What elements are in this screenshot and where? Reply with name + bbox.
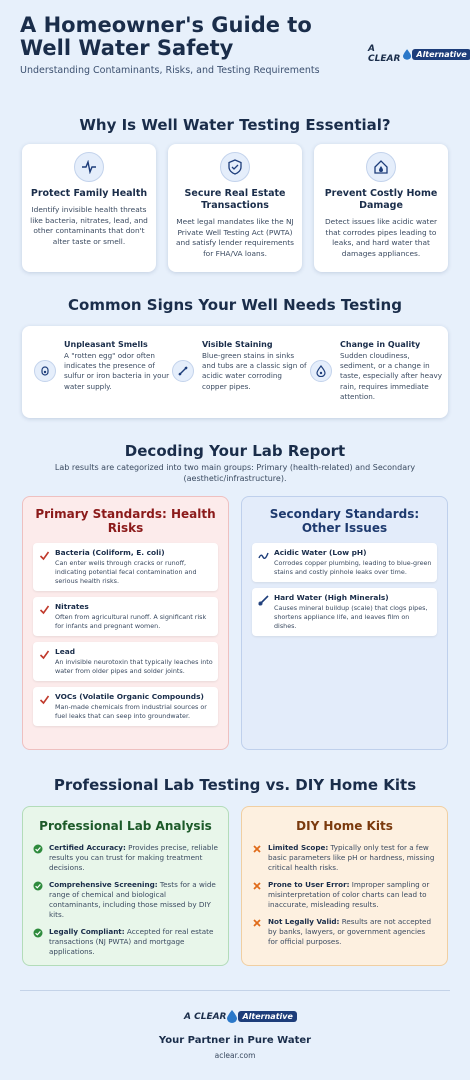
sign-title: Visible Staining [202,340,273,349]
diy-item-text: Improper sampling or misinterpretation of color charts can lead to inaccurate, misleading results. [268,880,430,909]
check-icon [39,604,50,615]
house-icon [366,152,396,182]
primary-item [33,543,218,591]
sign-desc: Sudden cloudiness, sediment, or a change in taste, especially after heavy rain, requires immediate attention. [340,351,442,401]
secondary-item-desc: Corrodes copper plumbing, leading to blue-green stains and costly pinhole leaks over time. [274,559,432,576]
primary-item-title: VOCs (Volatile Organic Compounds) [55,692,204,701]
cross-icon [252,881,262,891]
secondary-item-title: Acidic Water (Low pH) [274,548,367,557]
diy-item [252,880,437,910]
page-subtitle: Understanding Contaminants, Risks, and Testing Requirements [20,65,320,76]
pro-item [33,880,218,920]
why-section-title: Why Is Well Water Testing Essential? [79,116,391,134]
nose-icon [34,360,56,382]
footer-divider [20,990,450,991]
professional-lab-panel [22,806,229,966]
brand-logo-part1: A CLEAR [368,44,401,64]
why-card-health [22,144,156,272]
why-card-desc: Identify invisible health threats like bacteria, nitrates, lead, and other contaminants that don't alter taste or smell. [30,205,148,246]
primary-item-title: Nitrates [55,602,89,611]
brand-logo[interactable] [368,44,470,64]
footer-tagline: Your Partner in Pure Water [158,1035,312,1046]
signs-section-title: Common Signs Your Well Needs Testing [68,296,402,314]
droplet-icon [310,360,332,382]
pro-item-text: Accepted for real estate transactions (NJ PWTA) and mortgage applications. [49,927,214,956]
water-drop-icon [403,48,411,61]
why-card-damage [314,144,448,272]
diy-item-label: Prone to User Error: [268,880,350,889]
pro-item-label: Certified Accuracy: [49,843,126,852]
page-title: A Homeowner's Guide to Well Water Safety [20,13,312,60]
why-card-desc: Detect issues like acidic water that corrodes pipes leading to leaks, and hard water that damages appliances. [324,217,438,258]
diy-item-label: Not Legally Valid: [268,917,340,926]
sign-quality [310,340,446,402]
secondary-item [252,543,437,582]
signs-card [22,326,448,418]
brand-logo-part2: Alternative [412,49,470,60]
pro-item [33,843,218,873]
footer-brand-logo[interactable] [184,1010,297,1023]
check-circle-icon [33,844,43,854]
pro-item-text: Provides precise, reliable results you can trust for making treatment decisions. [49,843,218,872]
check-icon [39,550,50,561]
secondary-standards-title: Secondary Standards: Other Issues [269,507,420,535]
pro-item [33,927,218,957]
primary-item-title: Lead [55,647,75,656]
stain-icon [172,360,194,382]
check-circle-icon [33,928,43,938]
secondary-item-desc: Causes mineral buildup (scale) that clogs pipes, shortens appliance life, and leaves film on dishes. [274,604,428,630]
shield-icon [220,152,250,182]
pro-item-label: Comprehensive Screening: [49,880,158,889]
primary-item-desc: Can enter wells through cracks or runoff, indicating potential fecal contamination and serious health risks. [55,559,197,585]
professional-lab-title: Professional Lab Analysis [39,819,212,833]
pro-item-label: Legally Compliant: [49,927,125,936]
check-icon [39,694,50,705]
why-card-title: Prevent Costly Home Damage [324,188,438,211]
why-card-desc: Meet legal mandates like the NJ Private Well Testing Act (PWTA) and satisfy lender requirements for FHA/VA loans. [176,217,294,258]
primary-item [33,687,218,726]
wave-icon [258,550,269,561]
pipe-icon [258,595,269,606]
compare-section-title: Professional Lab Testing vs. DIY Home Kits [53,776,417,794]
diy-item-text: Results are not accepted by banks, lawyers, or government agencies for official purposes. [268,917,432,946]
primary-standards-title: Primary Standards: Health Risks [35,507,216,535]
diy-item-label: Limited Scope: [268,843,329,852]
footer-url[interactable]: aclear.com [214,1051,256,1060]
primary-item-desc: An invisible neurotoxin that typically leaches into water from older pipes and solder joints. [55,658,213,675]
water-drop-icon [227,1010,237,1023]
brand-logo-part1: A CLEAR [184,1011,227,1022]
check-icon [39,649,50,660]
secondary-standards-panel [241,496,448,750]
sign-title: Unpleasant Smells [64,340,148,349]
heartbeat-icon [74,152,104,182]
primary-item-title: Bacteria (Coliform, E. coli) [55,548,165,557]
report-intro: Lab results are categorized into two main groups: Primary (health-related) and Secondary (aesthetic/infrastructure). [54,463,416,483]
secondary-item-title: Hard Water (High Minerals) [274,593,389,602]
sign-title: Change in Quality [340,340,421,349]
primary-item-desc: Man-made chemicals from industrial sources or fuel leaks that can seep into groundwater. [55,703,207,720]
primary-item [33,642,218,681]
diy-kits-panel [241,806,448,966]
sign-staining [172,340,308,392]
secondary-item [252,588,437,636]
cross-icon [252,844,262,854]
diy-item-text: Typically only test for a few basic parameters like pH or hardness, missing critical health risks. [268,843,435,872]
sign-desc: A "rotten egg" odor often indicates the presence of sulfur or iron bacteria in your water supply. [64,351,170,391]
sign-desc: Blue-green stains in sinks and tubs are a classic sign of acidic water corroding copper pipes. [202,351,307,391]
primary-item [33,597,218,636]
diy-kits-title: DIY Home Kits [296,819,393,833]
why-card-real-estate [168,144,302,272]
cross-icon [252,918,262,928]
report-section-title: Decoding Your Lab Report [124,442,346,460]
why-card-title: Secure Real Estate Transactions [184,188,286,211]
check-circle-icon [33,881,43,891]
pro-item-text: Tests for a wide range of chemical and biological contaminants, including those missed by DIY kits. [49,880,216,919]
brand-logo-part2: Alternative [238,1011,296,1022]
primary-item-desc: Often from agricultural runoff. A significant risk for infants and pregnant women. [55,613,207,630]
why-card-title: Protect Family Health [30,188,148,199]
primary-standards-panel [22,496,229,750]
diy-item [252,843,437,873]
sign-smells [34,340,170,392]
diy-item [252,917,437,947]
